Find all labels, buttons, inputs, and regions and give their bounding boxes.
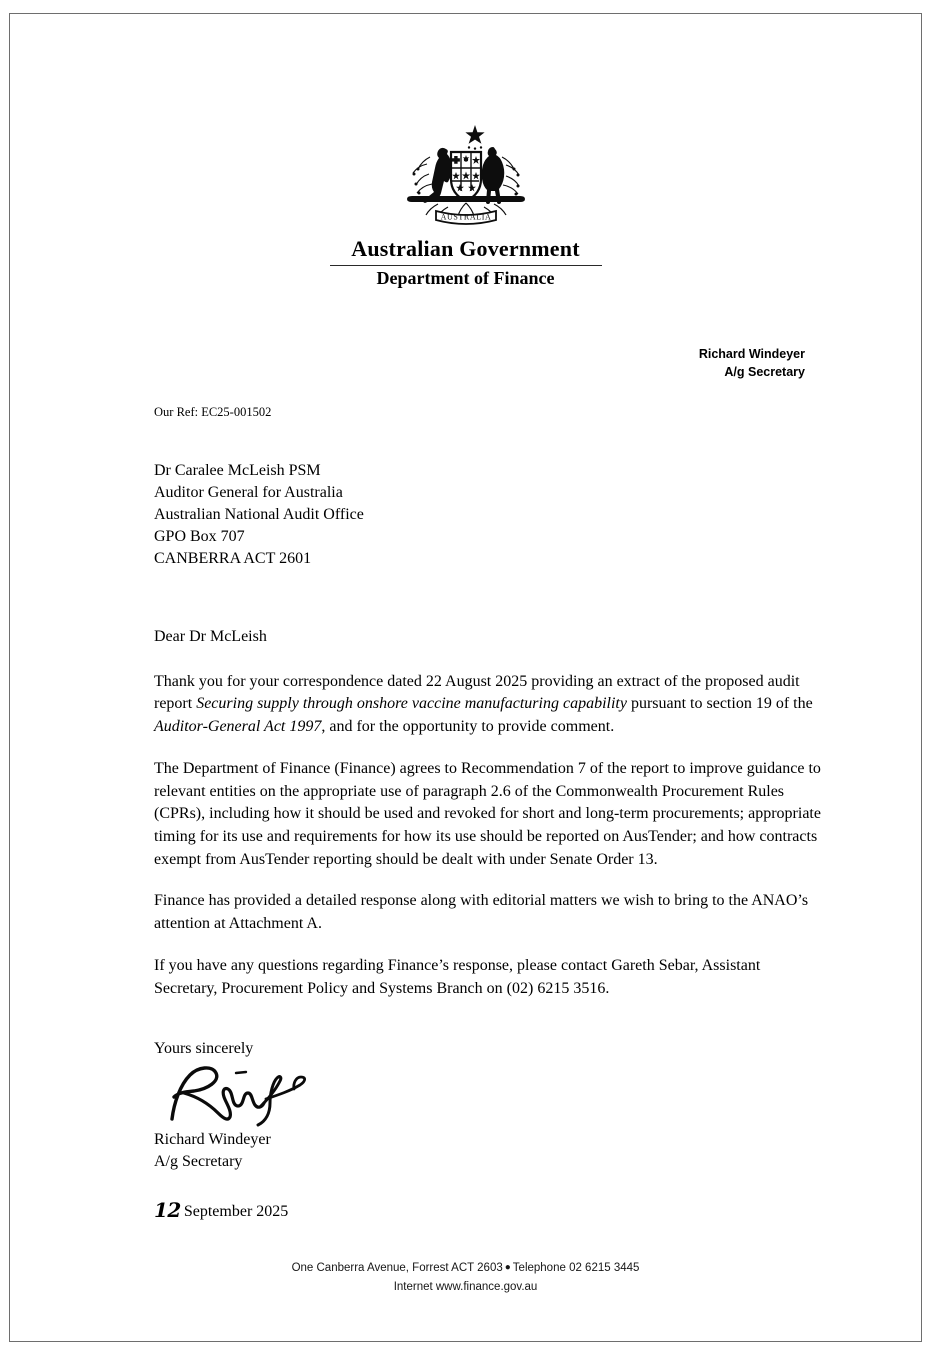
page-footer (10, 1259, 921, 1297)
report-title-italic: Securing supply through onshore vaccine manufacturing capability (196, 695, 627, 713)
masthead-divider (330, 265, 602, 266)
footer-internet: Internet www.finance.gov.au (393, 1280, 538, 1293)
commonwealth-coat-of-arms-icon (396, 119, 536, 229)
government-title: Australian Government (351, 236, 580, 261)
salutation: Dear Dr McLeish (154, 628, 267, 645)
addressee-line: Australian National Audit Office (154, 506, 364, 524)
date-printed-month-year: September 2025 (183, 1202, 289, 1220)
paragraph-2: The Department of Finance (Finance) agrees to Recommendation 7 of the report to improve guidance to relevant entities on the appropriate use of paragraph 2.6 of the Commonwealth Procurement Rules (CPRs), including how it should be used and revoked for short and long-term procurements; appropriate timing for its use and requirements for how its use should be reported on AusTender; and how contracts exempt from AusTender reporting should be dealt with under Senate Order 13. (154, 759, 821, 868)
paragraph-1 (154, 671, 826, 739)
signer-name: Richard Windeyer (154, 1130, 271, 1148)
sender-block (699, 346, 805, 382)
department-title: Department of Finance (376, 268, 555, 289)
signer-role: A/g Secretary (154, 1153, 243, 1171)
sender-role: A/g Secretary (724, 364, 805, 379)
addressee-line: Auditor General for Australia (154, 484, 343, 502)
footer-telephone: Telephone 02 6215 3445 (512, 1262, 640, 1274)
masthead (10, 119, 921, 289)
footer-separator-icon: ● (504, 1262, 511, 1273)
paragraph-1-part-3: , and for the opportunity to provide comment. (321, 718, 615, 736)
paragraph-1-part-1: Thank you for your correspondence dated 22 August 2025 providing an extract of the proposed audit report (154, 672, 800, 713)
handwritten-signature-icon (154, 1059, 354, 1131)
letter-body (154, 626, 826, 1000)
paragraph-3: Finance has provided a detailed response along with editorial matters we wish to bring to the ANAO’s attention at Attachment A. (154, 892, 809, 933)
addressee-line: Dr Caralee McLeish PSM (154, 462, 321, 479)
act-title-italic: Auditor-General Act 1997 (154, 718, 322, 736)
date-handwritten-day: 12 (154, 1197, 181, 1222)
addressee-line: CANBERRA ACT 2601 (154, 550, 312, 568)
our-reference: Our Ref: EC25-001502 (154, 405, 272, 419)
footer-contact-line (10, 1259, 921, 1278)
svg-text:AUSTRALIA: AUSTRALIA (440, 212, 491, 222)
signature-area (154, 1063, 354, 1129)
paragraph-4: If you have any questions regarding Finance’s response, please contact Gareth Sebar, Assistant Secretary, Procurement Policy and Systems Branch on (02) 6215 3516. (154, 956, 761, 997)
sender-name: Richard Windeyer (698, 347, 805, 361)
closing-salutation: Yours sincerely (154, 1040, 254, 1057)
letter-page (9, 13, 922, 1342)
addressee-block (154, 460, 364, 570)
paragraph-1-part-2: pursuant to section 19 of the (626, 695, 813, 713)
footer-address: One Canberra Avenue, Forrest ACT 2603 (291, 1262, 503, 1274)
addressee-line: GPO Box 707 (154, 528, 245, 546)
date-line (154, 1196, 354, 1224)
signoff-block (154, 1038, 354, 1224)
